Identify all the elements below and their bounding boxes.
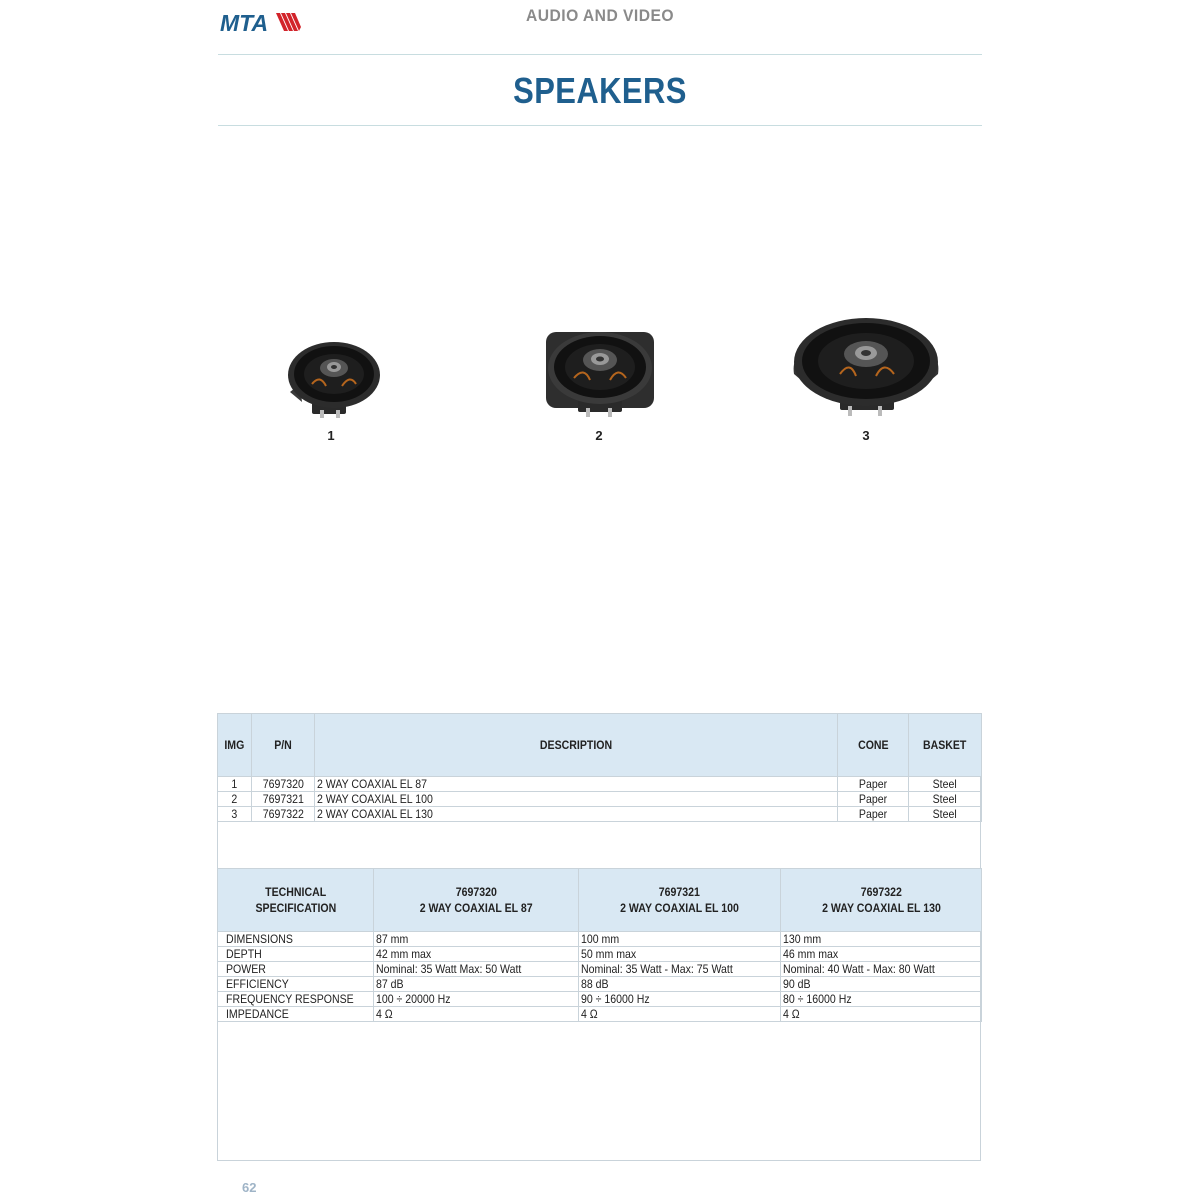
title-divider: [218, 125, 982, 126]
header-divider: [218, 54, 982, 55]
cell-pn: 7697322: [251, 807, 314, 822]
spec-value: Nominal: 35 Watt Max: 50 Watt: [374, 962, 578, 977]
spec-value: 50 mm max: [578, 947, 781, 962]
cell-description: 2 WAY COAXIAL EL 130: [314, 807, 837, 822]
spec-col-header: 7697320 2 WAY COAXIAL EL 87: [374, 869, 578, 932]
page-number: 62: [242, 1180, 257, 1195]
cell-basket: Steel: [909, 792, 982, 807]
cell-basket: Steel: [909, 777, 982, 792]
cell-cone: Paper: [838, 777, 909, 792]
cell-cone: Paper: [838, 807, 909, 822]
spec-col-header: 7697322 2 WAY COAXIAL EL 130: [781, 869, 982, 932]
speaker-image-1: [282, 340, 382, 422]
spec-label: DEPTH: [218, 947, 374, 962]
table-row: [218, 947, 982, 962]
speaker-image-2: [542, 328, 658, 422]
spec-value: 4 Ω: [781, 1007, 982, 1022]
spec-label: DIMENSIONS: [218, 932, 374, 947]
spec-label: FREQUENCY RESPONSE: [218, 992, 374, 1007]
spec-table-header: [218, 869, 982, 932]
cell-basket: Steel: [909, 807, 982, 822]
spec-value: 100 ÷ 20000 Hz: [374, 992, 578, 1007]
cell-description: 2 WAY COAXIAL EL 100: [314, 792, 837, 807]
table-row: [218, 1007, 982, 1022]
cell-description: 2 WAY COAXIAL EL 87: [314, 777, 837, 792]
table-row: [218, 777, 982, 792]
table-row: [218, 807, 982, 822]
spec-value: 4 Ω: [374, 1007, 578, 1022]
spec-value: 90 ÷ 16000 Hz: [578, 992, 781, 1007]
spec-header-label: TECHNICAL SPECIFICATION: [218, 869, 374, 932]
cell-pn: 7697321: [251, 792, 314, 807]
spec-label: IMPEDANCE: [218, 1007, 374, 1022]
spec-label: POWER: [218, 962, 374, 977]
table-row: [218, 962, 982, 977]
table-row: [218, 977, 982, 992]
parts-table-header: [218, 714, 982, 777]
cell-img: 2: [218, 792, 252, 807]
spec-value: 87 mm: [374, 932, 578, 947]
spec-label: EFFICIENCY: [218, 977, 374, 992]
spec-value: 46 mm max: [781, 947, 982, 962]
speaker-number-1: 1: [327, 428, 335, 443]
table-row: [218, 992, 982, 1007]
col-description: DESCRIPTION: [314, 714, 837, 777]
spec-value: 87 dB: [374, 977, 578, 992]
spec-value: Nominal: 40 Watt - Max: 80 Watt: [781, 962, 982, 977]
cell-img: 1: [218, 777, 252, 792]
col-basket: BASKET: [909, 714, 982, 777]
speaker-number-3: 3: [862, 428, 870, 443]
cell-cone: Paper: [838, 792, 909, 807]
spec-value: 100 mm: [578, 932, 781, 947]
spec-value: 130 mm: [781, 932, 982, 947]
parts-table: [217, 713, 982, 822]
spec-value: 80 ÷ 16000 Hz: [781, 992, 982, 1007]
speaker-image-3: [790, 316, 942, 420]
table-row: [218, 932, 982, 947]
page-title: SPEAKERS: [513, 70, 687, 111]
spec-value: 42 mm max: [374, 947, 578, 962]
brand-logo-text: MTA: [220, 10, 269, 34]
spec-value: 4 Ω: [578, 1007, 781, 1022]
cell-pn: 7697320: [251, 777, 314, 792]
spec-value: 88 dB: [578, 977, 781, 992]
col-img: IMG: [218, 714, 252, 777]
table-row: [218, 792, 982, 807]
spec-value: Nominal: 35 Watt - Max: 75 Watt: [578, 962, 781, 977]
spec-table: [217, 868, 982, 1022]
section-title: AUDIO AND VIDEO: [526, 6, 674, 25]
speaker-number-2: 2: [595, 428, 603, 443]
cell-img: 3: [218, 807, 252, 822]
col-cone: CONE: [838, 714, 909, 777]
col-pn: P/N: [251, 714, 314, 777]
spec-col-header: 7697321 2 WAY COAXIAL EL 100: [578, 869, 781, 932]
spec-value: 90 dB: [781, 977, 982, 992]
